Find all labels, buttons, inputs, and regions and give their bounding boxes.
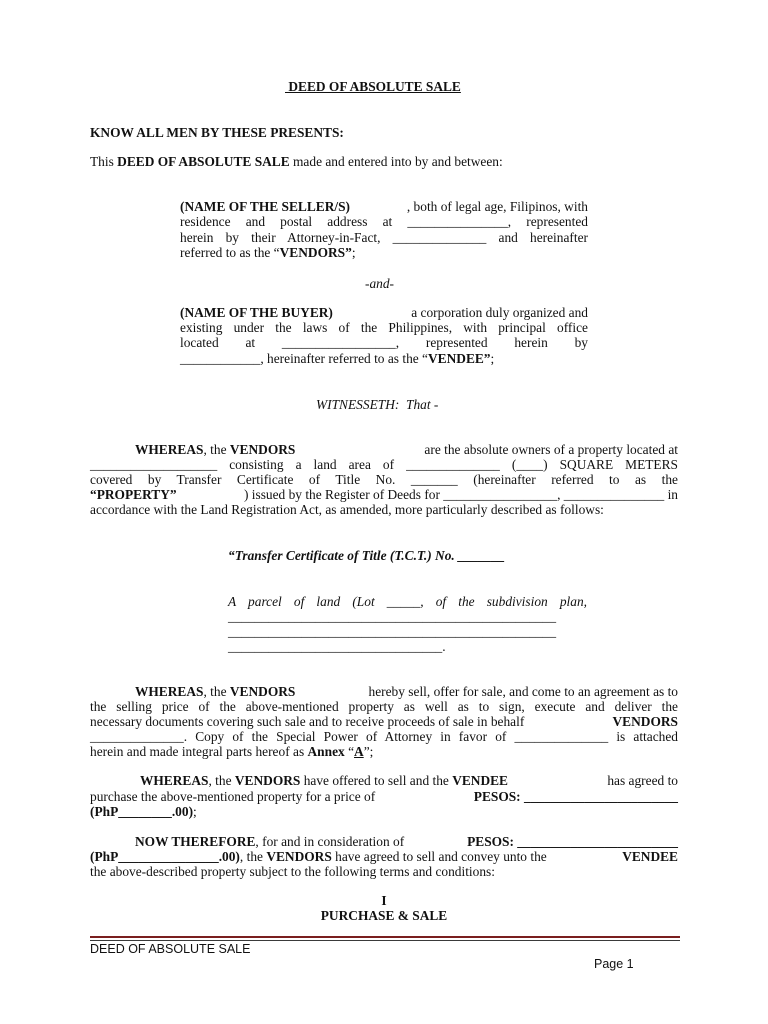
- footer-rule: [90, 936, 680, 938]
- buyer-line-1: (NAME OF THE BUYER) a corporation duly organized and: [180, 305, 588, 320]
- whereas1-line-2: ___________________ consisting a land area of ______________ (____) SQUARE METERS: [90, 457, 678, 472]
- whereas2-line-3: necessary documents covering such sale and to receive proceeds of sale in behalf VENDORS: [90, 714, 678, 729]
- whereas3-line-2: purchase the above-mentioned property for a price of PESOS: _______________________: [90, 789, 678, 804]
- whereas2-line-4: ______________. Copy of the Special Power of Attorney in favor of ______________ is attached: [90, 729, 678, 744]
- nowtherefore-line-3: the above-described property subject to the following terms and conditions:: [90, 864, 495, 879]
- whereas3-line-1: WHEREAS, the VENDORS have offered to sell and the VENDEE has agreed to: [140, 773, 678, 788]
- whereas1-line-3: covered by Transfer Certificate of Title No. _______ (hereinafter referred to as the: [90, 472, 678, 487]
- nowtherefore-line-1: NOW THEREFORE, for and in consideration of PESOS: ________________________: [135, 834, 678, 849]
- parcel-line-3: _________________________________________________: [228, 624, 557, 639]
- seller-line-4: referred to as the “VENDORS”;: [180, 245, 356, 260]
- whereas2-line-1: WHEREAS, the VENDORS hereby sell, offer for sale, and come to an agreement as to: [135, 684, 678, 699]
- whereas3-line-3: (PhP________.00);: [90, 804, 197, 819]
- parcel-line-4: ________________________________.: [228, 639, 446, 654]
- buyer-line-3: located at _________________, represented herein by: [180, 335, 588, 350]
- seller-line-2: residence and postal address at _______________, represented: [180, 214, 588, 229]
- document-title: DEED OF ABSOLUTE SALE: [285, 79, 461, 94]
- parcel-line-1: A parcel of land (Lot _____, of the subdivision plan,: [228, 594, 587, 609]
- section-number: I: [381, 893, 387, 908]
- buyer-line-4: ____________, hereinafter referred to as the “VENDEE”;: [180, 351, 495, 366]
- parcel-line-2: _________________________________________________: [228, 609, 557, 624]
- tct-line: “Transfer Certificate of Title (T.C.T.) No. _______: [228, 548, 505, 563]
- whereas1-line-1: WHEREAS, the VENDORS are the absolute owners of a property located at: [135, 442, 678, 457]
- whereas1-line-5: accordance with the Land Registration Act, as amended, more particularly described as follows:: [90, 502, 604, 517]
- witnesseth-heading: WITNESSETH: That -: [316, 397, 439, 412]
- and-separator: -and-: [365, 276, 395, 291]
- seller-line-1: (NAME OF THE SELLER/S) , both of legal age, Filipinos, with: [180, 199, 588, 214]
- intro-heading: KNOW ALL MEN BY THESE PRESENTS:: [90, 125, 344, 140]
- opening-line: This DEED OF ABSOLUTE SALE made and entered into by and between:: [90, 154, 503, 169]
- footer-rule-thin: [90, 940, 680, 941]
- whereas1-line-4: “PROPERTY” ) issued by the Register of Deeds for _________________, _______________ in: [90, 487, 678, 502]
- buyer-line-2: existing under the laws of the Philippines, with principal office: [180, 320, 588, 335]
- whereas2-line-2: the selling price of the above-mentioned property as well as to sign, execute and deliver the: [90, 699, 678, 714]
- seller-line-3: herein by their Attorney-in-Fact, ______________ and hereinafter: [180, 230, 588, 245]
- whereas2-line-5: herein and made integral parts hereof as Annex “A”;: [90, 744, 374, 759]
- footer-page-number: Page 1: [594, 957, 634, 971]
- nowtherefore-line-2: (PhP_______________.00), the VENDORS have agreed to sell and convey unto the VENDEE: [90, 849, 678, 864]
- footer-doc-title: DEED OF ABSOLUTE SALE: [90, 942, 251, 956]
- section-title: PURCHASE & SALE: [320, 908, 448, 923]
